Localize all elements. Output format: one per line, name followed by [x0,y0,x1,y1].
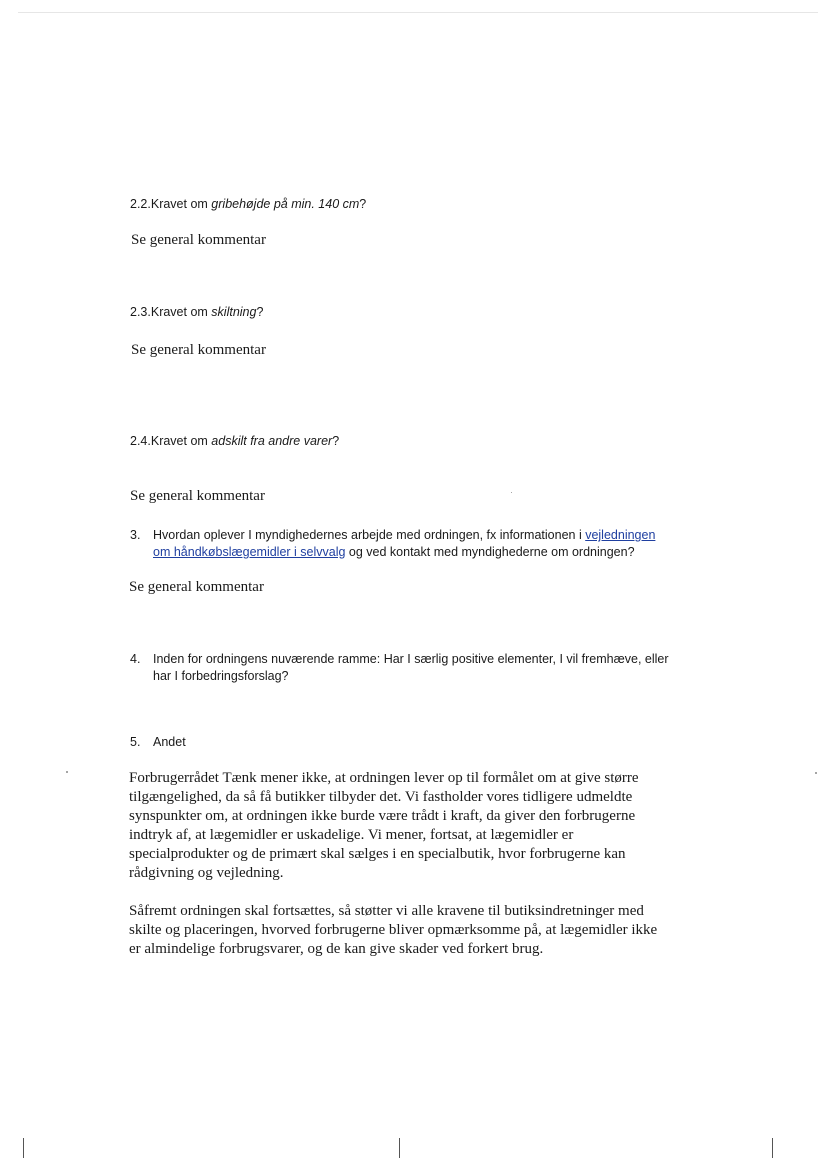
question-3-number: 3. [130,528,141,542]
answer-3: Se general kommentar [129,579,264,595]
question-topic: skiltning [211,305,257,319]
paragraph-line: er almindelige forbrugsvarer, og de kan give skader ved forkert brug. [129,941,544,957]
comment-paragraph-2 [129,902,714,959]
question-3-line-2 [153,545,635,559]
question-4-line-2: har I forbedringsforslag? [153,669,289,683]
paragraph-line: Såfremt ordningen skal fortsættes, så støtter vi alle kravene til butiksindretninger med [129,903,644,919]
guidance-link[interactable]: vejledningen [585,528,656,542]
question-prefix: Kravet om [150,434,212,448]
paragraph-line: rådgivning og vejledning. [129,865,284,881]
question-2-4 [130,434,339,448]
paragraph-line: Forbrugerrådet Tænk mener ikke, at ordningen lever op til formålet om at give større [129,770,639,786]
question-2-2 [130,197,366,211]
guidance-link-continued[interactable]: om håndkøbslægemidler i selvvalg [153,545,346,559]
scan-top-edge [18,12,818,13]
question-4-number: 4. [130,652,141,666]
paragraph-line: specialprodukter og de primært skal sælges i en specialbutik, hvor forbrugerne kan [129,846,626,862]
question-topic: adskilt fra andre varer [211,434,333,448]
question-2-3 [130,305,263,319]
paragraph-line: indtryk af, at lægemidler er uskadelige. Vi mener, fortsat, at lægemidler er [129,827,574,843]
question-5-label: Andet [153,735,186,749]
question-number: 2.4. [130,434,151,448]
question-mark: ? [256,305,264,319]
paragraph-line: synspunkter om, at ordningen ikke burde være trådt i kraft, da giver den forbrugerne [129,808,636,824]
question-3-line-1 [153,528,655,542]
question-5-number: 5. [130,735,141,749]
answer-2-2: Se general kommentar [131,232,266,248]
question-4-line-1: Inden for ordningens nuværende ramme: Har I særlig positive elementer, I vil fremhæve, eller [153,652,669,666]
scan-speck [511,492,512,493]
scan-edge-mark [399,1138,400,1158]
question-topic: gribehøjde på min. 140 cm [211,197,360,211]
question-mark: ? [359,197,367,211]
question-number: 2.3. [130,305,151,319]
comment-paragraph-1 [129,769,714,883]
answer-2-3: Se general kommentar [131,342,266,358]
answer-2-4: Se general kommentar [130,488,265,504]
paragraph-line: tilgængelighed, da så få butikker tilbyder det. Vi fastholder vores tidligere udmeldte [129,789,633,805]
question-3-text-continued: og ved kontakt med myndighederne om ordningen? [345,545,635,559]
question-prefix: Kravet om [150,197,212,211]
scan-speck [66,771,68,773]
question-3-text: Hvordan oplever I myndighedernes arbejde med ordningen, fx informationen i [153,528,586,542]
scan-edge-mark [772,1138,773,1158]
scan-edge-mark [23,1138,24,1158]
question-number: 2.2. [130,197,151,211]
question-mark: ? [332,434,340,448]
question-prefix: Kravet om [150,305,212,319]
paragraph-line: skilte og placeringen, hvorved forbrugerne bliver opmærksomme på, at lægemidler ikke [129,922,658,938]
scan-speck [815,772,817,774]
